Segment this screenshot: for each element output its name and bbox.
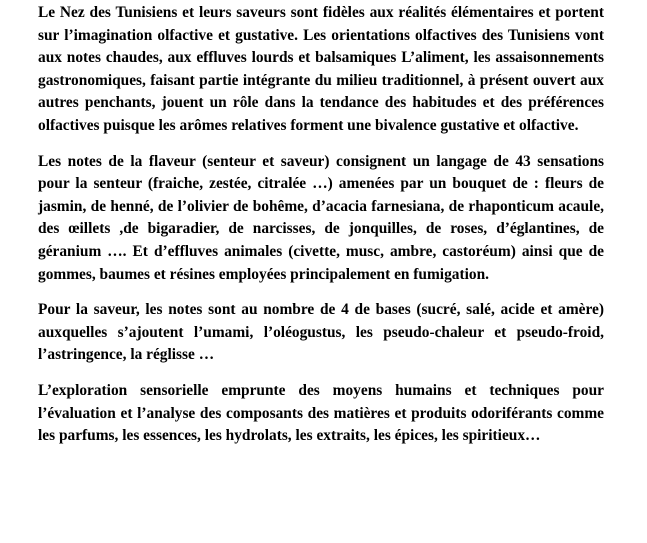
paragraph-sensory-exploration: L’exploration sensorielle emprunte des moyens humains et techniques pour l’évaluation et l’analyse des composants des matières et produits odoriférants comme les parfums, les essences, les hydrolats, les extraits, les épices, les spiritieux…: [38, 381, 604, 445]
paragraph-taste-notes: Pour la saveur, les notes sont au nombre de 4 de bases (sucré, salé, acide et amère) auxquelles s’ajoutent l’umami, l’oléogustus, les pseudo-chaleur et pseudo-froid, l’astringence, la réglisse …: [38, 301, 604, 364]
paragraph-tunisian-nose: Le Nez des Tunisiens et leurs saveurs sont fidèles aux réalités élémentaires et portent sur l’imagination olfactive et gustative. Les orientations olfactives des Tunisiens vont aux notes chaudes, aux effluves lourds et balsamiques L’aliment, les assaisonnements gastronomiques, faisant partie intégrante du milieu traditionnel, à présent ouvert aux autres penchants, jouent un rôle dans la tendance des habitudes et des préférences olfactives puisque les arômes relatives forment une bivalence gustative et olfactive.: [38, 4, 604, 134]
paragraph-flavour-notes: Les notes de la flaveur (senteur et saveur) consignent un langage de 43 sensations pour la senteur (fraiche, zestée, citralée …) amenées par un bouquet de : fleurs de jasmin, de henné, de l’olivier de bohême, d’acacia farnesiana, de rhaponticum acaule, des œillets ,de bigaradier, de narcisses, de jonquilles, de roses, d’églantines, de géranium …. Et d’effluves animales (civette, musc, ambre, castoréum) ainsi que de gommes, baumes et résines employées principalement en fumigation.: [38, 152, 604, 283]
document-body: [38, 2, 604, 448]
